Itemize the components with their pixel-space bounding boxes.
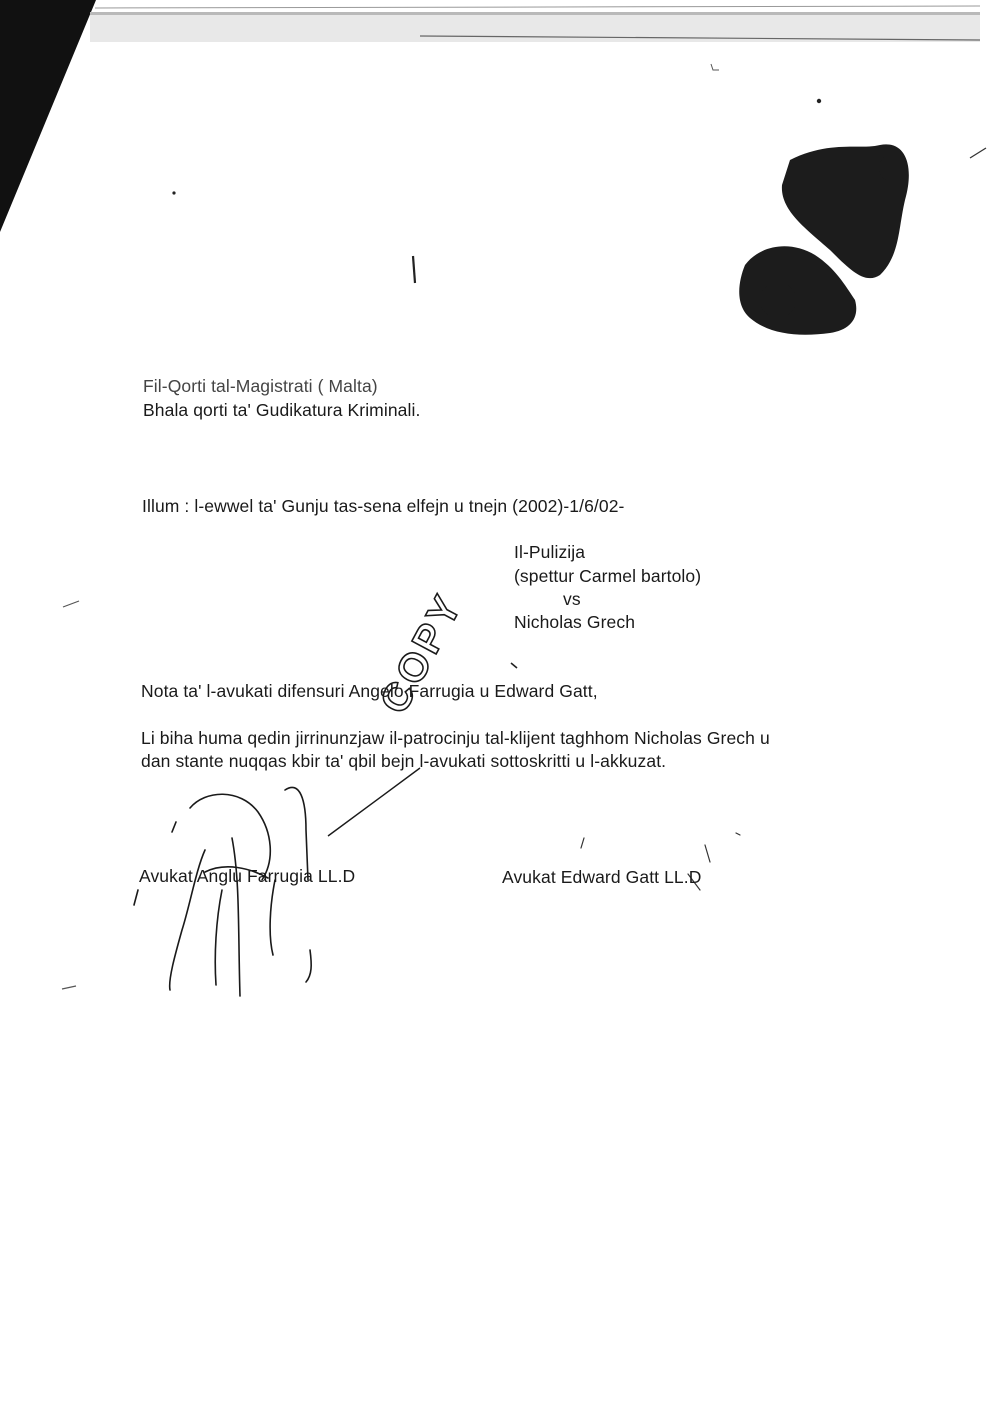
body-line-2: dan stante nuqqas kbir ta' qbil bejn l-avukati sottoskritti u l-akkuzat. (141, 751, 667, 771)
note-title: Nota ta' l-avukati difensuri Angelo Farrugia u Edward Gatt, (141, 681, 598, 701)
date-line: Illum : l-ewwel ta' Gunju tas-sena elfejn u tnejn (2002)-1/6/02- (142, 496, 625, 516)
scan-edge-shadow (0, 0, 96, 232)
copy-stamp: COPY (372, 585, 472, 721)
prosecution-party: Il-Pulizija (514, 542, 586, 562)
scan-top-band (90, 12, 980, 42)
court-capacity: Bhala qorti ta' Gudikatura Kriminali. (143, 400, 421, 420)
body-line-1: Li biha huma qedin jirrinunzjaw il-patrocinju tal-klijent taghhom Nicholas Grech u (141, 728, 770, 748)
ink-blot-seal (739, 144, 909, 334)
signature-right-name: Avukat Edward Gatt LL.D (502, 867, 702, 887)
versus-label: vs (563, 589, 581, 609)
signature-left-name: Avukat Anglu Farrugia LL.D (139, 866, 356, 886)
inspector-name: (spettur Carmel bartolo) (514, 566, 702, 586)
accused-party: Nicholas Grech (514, 612, 636, 632)
signature-left (134, 787, 311, 996)
stamp-stroke (328, 768, 420, 836)
court-name: Fil-Qorti tal-Magistrati ( Malta) (143, 376, 378, 396)
